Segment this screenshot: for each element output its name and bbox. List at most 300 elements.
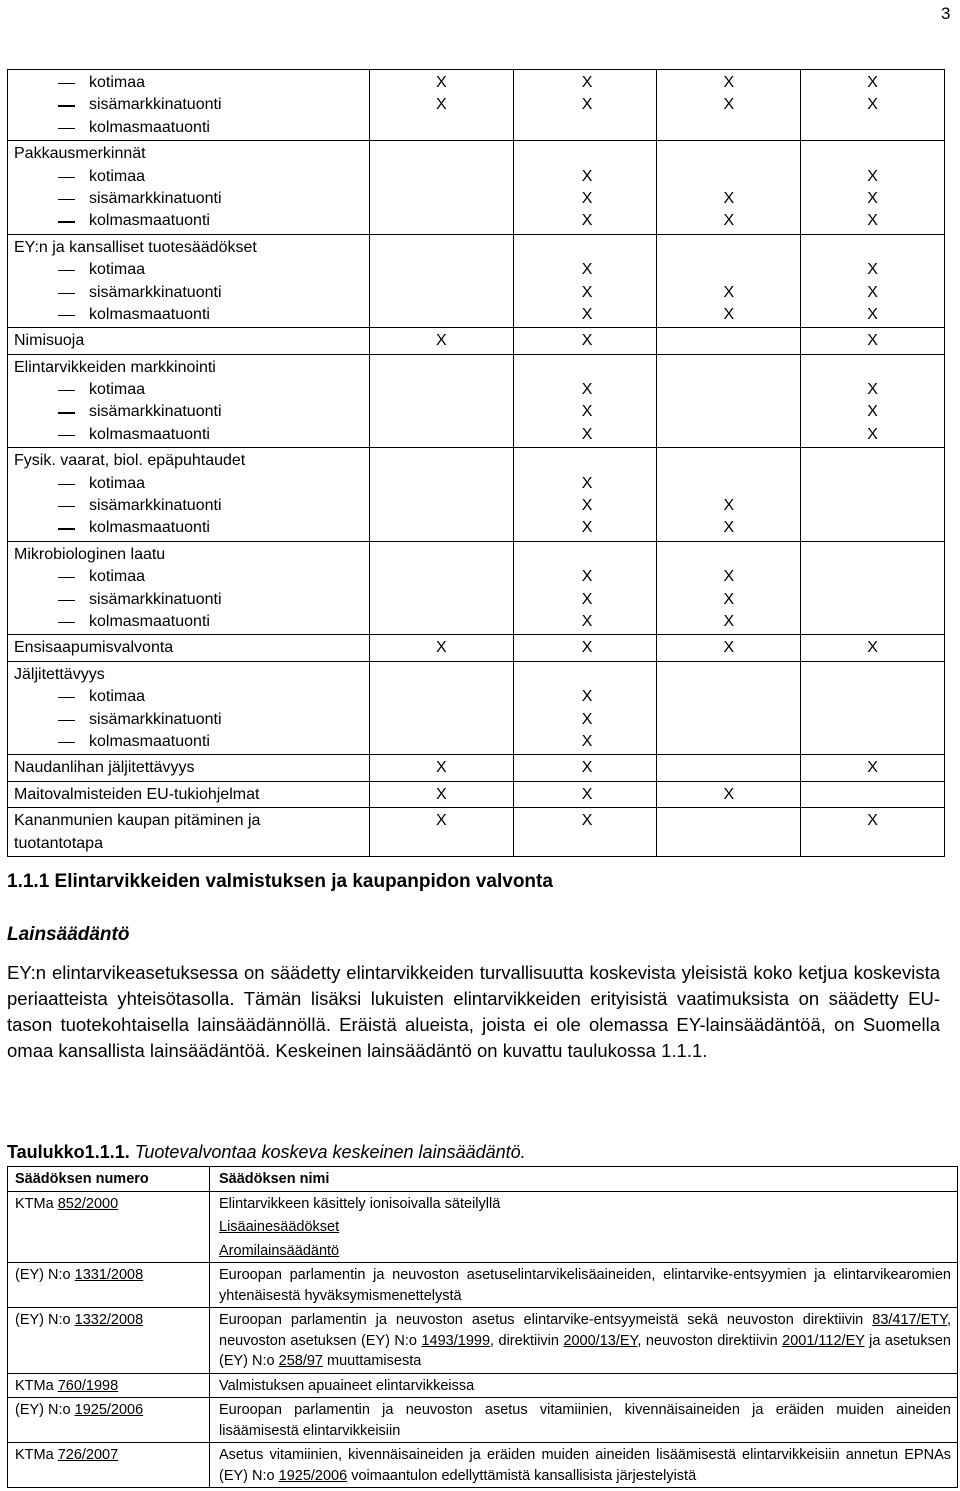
mark-cell xyxy=(801,661,945,755)
regulation-name-cell xyxy=(210,1263,958,1308)
sub-item: kotimaa xyxy=(14,259,369,281)
mark-cell xyxy=(801,541,945,635)
row-title: Pakkausmerkinnät xyxy=(14,145,146,163)
mark-cell xyxy=(801,808,945,857)
mark-column xyxy=(801,635,944,660)
reference-link[interactable]: 2001/112/EY xyxy=(782,1332,865,1349)
table-caption-label: Taulukko1.1.1. xyxy=(7,1142,130,1162)
mark-column xyxy=(657,70,800,140)
x-mark xyxy=(370,589,513,611)
mark-column xyxy=(801,542,944,635)
mark-column xyxy=(801,235,944,328)
x-mark: X xyxy=(723,305,735,323)
sub-item: sisämarkkinatuonti xyxy=(14,401,369,423)
sub-item: sisämarkkinatuonti xyxy=(14,188,369,210)
x-mark xyxy=(657,357,800,379)
x-mark xyxy=(657,810,800,832)
regulation-name xyxy=(210,1374,957,1398)
header-cell-name xyxy=(210,1167,958,1192)
mark-column xyxy=(370,635,513,660)
name-text: Euroopan parlamentin ja neuvoston asetus elintarvike-entsyymeistä sekä neuvoston direktiivin xyxy=(219,1312,873,1328)
x-mark xyxy=(801,589,944,611)
x-mark xyxy=(657,473,800,495)
regulation-number-cell xyxy=(8,1263,210,1308)
name-text: voimaantulon edellyttämistä kansallisista järjestelyistä xyxy=(347,1467,697,1484)
regulation-name xyxy=(210,1239,957,1263)
x-mark: X xyxy=(867,639,878,657)
mark-column xyxy=(370,542,513,635)
mark-column xyxy=(657,662,800,755)
x-mark xyxy=(657,237,800,259)
regulation-link[interactable]: 852/2000 xyxy=(57,1195,119,1212)
sub-item: sisämarkkinatuonti xyxy=(14,589,369,611)
row-title: Nimisuoja xyxy=(14,332,85,350)
row-label xyxy=(8,141,369,234)
mark-column xyxy=(801,70,944,140)
name-text: Euroopan parlamentin ja neuvoston asetuselintarvikelisäaineiden, elintarvike-entsyymien ja elintarvikearomien yhtenäisestä hyväksymismenettelystä xyxy=(219,1267,951,1304)
x-mark xyxy=(657,664,800,686)
mark-column xyxy=(514,755,657,780)
x-mark: X xyxy=(867,167,878,185)
mark-cell xyxy=(369,354,513,448)
sub-item: sisämarkkinatuonti xyxy=(14,94,369,116)
sub-item: sisämarkkinatuonti xyxy=(14,282,369,304)
x-mark: X xyxy=(867,74,878,91)
x-mark: X xyxy=(581,710,593,728)
mark-column xyxy=(657,635,800,660)
mark-cell xyxy=(369,755,513,781)
mark-cell xyxy=(513,141,657,235)
name-text: Elintarvikkeen käsittely ionisoivalla säteilyllä xyxy=(219,1195,501,1212)
row-label-cell xyxy=(8,354,370,448)
x-mark xyxy=(657,424,800,446)
x-mark xyxy=(657,686,800,708)
mark-column xyxy=(514,141,657,234)
regulation-name xyxy=(210,1192,957,1216)
x-mark xyxy=(657,450,800,472)
x-mark: X xyxy=(436,332,447,350)
mark-cell xyxy=(369,141,513,235)
sub-item: kolmasmaatuonti xyxy=(14,117,369,139)
table-row xyxy=(8,1191,958,1263)
reference-link[interactable]: 1925/2006 xyxy=(278,1467,348,1484)
x-mark: X xyxy=(581,212,593,230)
mark-column xyxy=(370,70,513,140)
x-mark xyxy=(657,731,800,753)
x-mark: X xyxy=(867,403,878,421)
mark-cell xyxy=(369,541,513,635)
row-label xyxy=(8,662,369,755)
name-text: Valmistuksen apuaineet elintarvikkeissa xyxy=(219,1377,475,1394)
x-mark: X xyxy=(723,96,735,114)
mark-cell xyxy=(801,755,945,781)
regulation-name-cell xyxy=(210,1191,958,1263)
regulation-name xyxy=(210,1443,957,1487)
sub-item: kolmasmaatuonti xyxy=(14,304,369,326)
x-mark xyxy=(518,143,657,165)
x-mark xyxy=(801,143,944,165)
x-mark xyxy=(657,143,800,165)
regulation-number xyxy=(8,1398,209,1422)
sub-item: kolmasmaatuonti xyxy=(14,517,369,539)
mark-column xyxy=(514,70,657,140)
regulation-number xyxy=(8,1192,209,1216)
row-label xyxy=(8,635,369,660)
x-mark xyxy=(518,237,657,259)
x-mark: X xyxy=(581,639,593,657)
x-mark: X xyxy=(581,332,593,350)
x-mark xyxy=(801,473,944,495)
table-row xyxy=(8,1443,958,1488)
mark-column xyxy=(514,808,657,856)
mark-column xyxy=(657,755,800,780)
mark-cell xyxy=(513,635,657,661)
sub-item: sisämarkkinatuonti xyxy=(14,709,369,731)
mark-column xyxy=(801,662,944,755)
mark-column xyxy=(657,235,800,328)
x-mark xyxy=(801,357,944,379)
x-mark xyxy=(801,495,944,517)
name-text: Asetus vitamiinien, kivennäisaineiden ja eräiden muiden aineiden lisäämisestä elintarvikkeisiin annetun EPNAs (EY) N:o xyxy=(219,1447,951,1484)
name-text: muuttamisesta xyxy=(322,1353,422,1369)
regulation-name xyxy=(210,1398,957,1442)
x-mark: X xyxy=(436,812,447,830)
mark-cell xyxy=(369,328,513,354)
x-mark xyxy=(657,709,800,731)
mark-column xyxy=(370,782,513,807)
sub-item: kotimaa xyxy=(14,686,369,708)
x-mark xyxy=(370,188,513,210)
x-mark xyxy=(801,709,944,731)
mark-cell xyxy=(369,635,513,661)
mark-cell xyxy=(657,70,801,141)
x-mark xyxy=(801,450,944,472)
x-mark xyxy=(518,833,657,855)
mark-cell xyxy=(657,541,801,635)
table-row xyxy=(8,70,945,141)
mark-cell xyxy=(801,141,945,235)
regulation-number xyxy=(8,1308,209,1332)
x-mark xyxy=(370,731,513,753)
x-mark: X xyxy=(581,568,593,586)
x-mark: X xyxy=(723,189,735,207)
x-mark xyxy=(370,566,513,588)
row-label xyxy=(8,70,369,140)
row-title: tuotantotapa xyxy=(14,834,103,852)
mark-cell xyxy=(657,755,801,781)
x-mark xyxy=(657,833,800,855)
x-mark xyxy=(370,833,513,855)
legislation-table xyxy=(7,1166,958,1488)
mark-cell xyxy=(369,808,513,857)
mark-cell xyxy=(657,328,801,354)
mark-column xyxy=(370,355,513,448)
row-title: Ensisaapumisvalvonta xyxy=(14,639,174,657)
table-row xyxy=(8,1308,958,1374)
name-text: , neuvoston direktiivin xyxy=(637,1332,783,1349)
x-mark: X xyxy=(581,403,593,421)
x-mark: X xyxy=(867,812,878,830)
regulation-prefix: KTMa xyxy=(15,1195,58,1212)
row-label xyxy=(8,755,369,780)
x-mark: X xyxy=(581,305,593,323)
row-label-cell xyxy=(8,781,370,807)
regulation-prefix: (EY) N:o xyxy=(15,1267,75,1283)
mark-column xyxy=(514,542,657,635)
x-mark: X xyxy=(581,759,593,777)
x-mark xyxy=(370,495,513,517)
x-mark: X xyxy=(723,212,735,230)
x-mark xyxy=(518,357,657,379)
x-mark: X xyxy=(723,785,735,803)
reference-link[interactable]: Lisäainesäädökset xyxy=(219,1219,340,1235)
regulation-link[interactable]: 1331/2008 xyxy=(74,1267,144,1283)
table-row xyxy=(8,141,945,235)
x-mark xyxy=(801,664,944,686)
x-mark xyxy=(801,611,944,633)
name-text: , direktiivin xyxy=(490,1332,564,1349)
x-mark xyxy=(801,566,944,588)
mark-column xyxy=(370,328,513,353)
regulation-name xyxy=(210,1263,957,1307)
header-number: Säädöksen numero xyxy=(15,1171,149,1187)
reference-link[interactable]: 2000/13/EY xyxy=(563,1332,638,1349)
mark-column xyxy=(514,448,657,541)
table-row xyxy=(8,808,945,857)
mark-cell xyxy=(801,635,945,661)
x-mark: X xyxy=(723,612,735,630)
x-mark: X xyxy=(581,96,593,114)
x-mark: X xyxy=(723,639,735,657)
sub-item: kotimaa xyxy=(14,166,369,188)
regulation-name-cell xyxy=(210,1398,958,1443)
mark-cell xyxy=(513,781,657,807)
row-label xyxy=(8,235,369,328)
x-mark xyxy=(370,166,513,188)
regulation-prefix: (EY) N:o xyxy=(15,1402,75,1418)
mark-column xyxy=(801,808,944,856)
x-mark xyxy=(801,784,944,806)
mark-cell xyxy=(513,328,657,354)
table-row xyxy=(8,448,945,542)
mark-column xyxy=(801,355,944,448)
x-mark xyxy=(801,117,944,139)
x-mark: X xyxy=(581,261,593,279)
mark-column xyxy=(801,782,944,807)
x-mark: X xyxy=(581,497,593,515)
reference-link[interactable]: 1493/1999 xyxy=(421,1332,491,1349)
row-label xyxy=(8,328,369,353)
mark-cell xyxy=(369,661,513,755)
mark-cell xyxy=(513,755,657,781)
x-mark xyxy=(370,544,513,566)
table-caption xyxy=(7,1142,526,1163)
mark-cell xyxy=(657,808,801,857)
mark-column xyxy=(514,662,657,755)
x-mark xyxy=(370,259,513,281)
reference-link[interactable]: 258/97 xyxy=(278,1353,323,1369)
x-mark xyxy=(370,282,513,304)
mark-cell xyxy=(801,70,945,141)
row-label-cell xyxy=(8,635,370,661)
x-mark: X xyxy=(436,74,447,91)
mark-column xyxy=(801,448,944,541)
table-row xyxy=(8,541,945,635)
header-cell-number xyxy=(8,1167,210,1192)
mark-cell xyxy=(369,234,513,328)
table-row xyxy=(8,234,945,328)
x-mark xyxy=(370,379,513,401)
x-mark: X xyxy=(581,167,593,185)
mark-cell xyxy=(801,354,945,448)
x-mark xyxy=(801,731,944,753)
mark-column xyxy=(370,662,513,755)
row-title: Maitovalmisteiden EU-tukiohjelmat xyxy=(14,785,260,803)
mark-cell xyxy=(513,808,657,857)
mark-column xyxy=(514,782,657,807)
regulation-number-cell xyxy=(8,1398,210,1443)
mark-column xyxy=(514,355,657,448)
x-mark xyxy=(801,544,944,566)
x-mark: X xyxy=(581,519,593,537)
mark-cell xyxy=(657,141,801,235)
x-mark xyxy=(518,544,657,566)
name-text: ja asetuksen (EY) N:o xyxy=(219,1332,951,1369)
row-title: EY:n ja kansalliset tuotesäädökset xyxy=(14,238,257,256)
x-mark xyxy=(801,237,944,259)
x-mark: X xyxy=(581,74,593,91)
regulation-link[interactable]: 1925/2006 xyxy=(74,1402,144,1418)
mark-column xyxy=(370,448,513,541)
regulation-name xyxy=(210,1308,957,1373)
mark-cell xyxy=(513,448,657,542)
sub-item: kotimaa xyxy=(14,473,369,495)
x-mark: X xyxy=(723,590,735,608)
row-title: Naudanlihan jäljitettävyys xyxy=(14,759,195,777)
x-mark: X xyxy=(436,639,447,657)
mark-cell xyxy=(513,70,657,141)
mark-column xyxy=(801,141,944,234)
x-mark: X xyxy=(581,590,593,608)
sub-item: kolmasmaatuonti xyxy=(14,731,369,753)
reference-link[interactable]: Aromilainsäädäntö xyxy=(219,1242,340,1259)
x-mark: X xyxy=(581,381,593,399)
x-mark xyxy=(370,117,513,139)
regulation-number xyxy=(8,1443,209,1467)
x-mark xyxy=(370,237,513,259)
x-mark: X xyxy=(581,425,593,443)
table-row xyxy=(8,354,945,448)
row-title: Elintarvikkeiden markkinointi xyxy=(14,358,216,376)
mark-column xyxy=(657,328,800,353)
row-title: Jäljitettävyys xyxy=(14,665,105,683)
sub-item: kotimaa xyxy=(14,379,369,401)
mark-column xyxy=(514,635,657,660)
x-mark xyxy=(370,709,513,731)
x-mark xyxy=(657,379,800,401)
x-mark: X xyxy=(867,425,878,443)
mark-column xyxy=(657,542,800,635)
row-label xyxy=(8,542,369,635)
mark-column xyxy=(370,755,513,780)
x-mark xyxy=(370,357,513,379)
mark-cell xyxy=(513,234,657,328)
row-label xyxy=(8,355,369,448)
x-mark: X xyxy=(867,381,878,399)
reference-link[interactable]: 83/417/ETY xyxy=(872,1312,947,1328)
mark-cell xyxy=(369,781,513,807)
table-header-row xyxy=(8,1167,958,1192)
x-mark xyxy=(370,686,513,708)
row-label-cell xyxy=(8,808,370,857)
regulation-name-cell xyxy=(210,1443,958,1488)
row-label-cell xyxy=(8,661,370,755)
section-subheading: Lainsäädäntö xyxy=(7,924,130,945)
regulation-prefix: KTMa xyxy=(15,1447,58,1463)
row-title: Mikrobiologinen laatu xyxy=(14,545,166,563)
mark-column xyxy=(657,808,800,856)
x-mark xyxy=(370,611,513,633)
mark-cell xyxy=(657,635,801,661)
x-mark xyxy=(657,117,800,139)
regulation-link[interactable]: 1332/2008 xyxy=(74,1312,144,1328)
mark-column xyxy=(801,755,944,780)
x-mark xyxy=(657,401,800,423)
x-mark: X xyxy=(867,189,878,207)
x-mark xyxy=(801,833,944,855)
mark-cell xyxy=(801,781,945,807)
x-mark: X xyxy=(436,96,447,114)
regulation-link[interactable]: 726/2007 xyxy=(57,1447,119,1463)
row-label xyxy=(8,808,369,856)
mark-cell xyxy=(801,448,945,542)
regulation-name-cell xyxy=(210,1308,958,1374)
x-mark: X xyxy=(581,732,593,750)
control-matrix-table xyxy=(7,69,945,857)
row-label xyxy=(8,782,369,807)
regulation-number xyxy=(8,1263,209,1287)
mark-cell xyxy=(369,448,513,542)
x-mark: X xyxy=(867,283,878,301)
x-mark: X xyxy=(867,261,878,279)
x-mark: X xyxy=(436,785,447,803)
regulation-prefix: KTMa xyxy=(15,1377,58,1394)
regulation-link[interactable]: 760/1998 xyxy=(57,1377,119,1394)
x-mark: X xyxy=(436,759,447,777)
table-row xyxy=(8,1398,958,1443)
x-mark xyxy=(657,544,800,566)
mark-cell xyxy=(369,70,513,141)
mark-cell xyxy=(657,448,801,542)
x-mark: X xyxy=(723,497,735,515)
row-label-cell xyxy=(8,541,370,635)
mark-cell xyxy=(801,328,945,354)
mark-column xyxy=(370,141,513,234)
x-mark xyxy=(657,330,800,352)
sub-item: kolmasmaatuonti xyxy=(14,424,369,446)
table-row xyxy=(8,781,945,807)
x-mark xyxy=(518,664,657,686)
mark-column xyxy=(370,235,513,328)
table-row xyxy=(8,635,945,661)
x-mark xyxy=(801,517,944,539)
x-mark: X xyxy=(581,283,593,301)
mark-cell xyxy=(801,234,945,328)
table-row xyxy=(8,755,945,781)
mark-cell xyxy=(657,354,801,448)
row-label-cell xyxy=(8,328,370,354)
header-name: Säädöksen nimi xyxy=(219,1171,330,1187)
